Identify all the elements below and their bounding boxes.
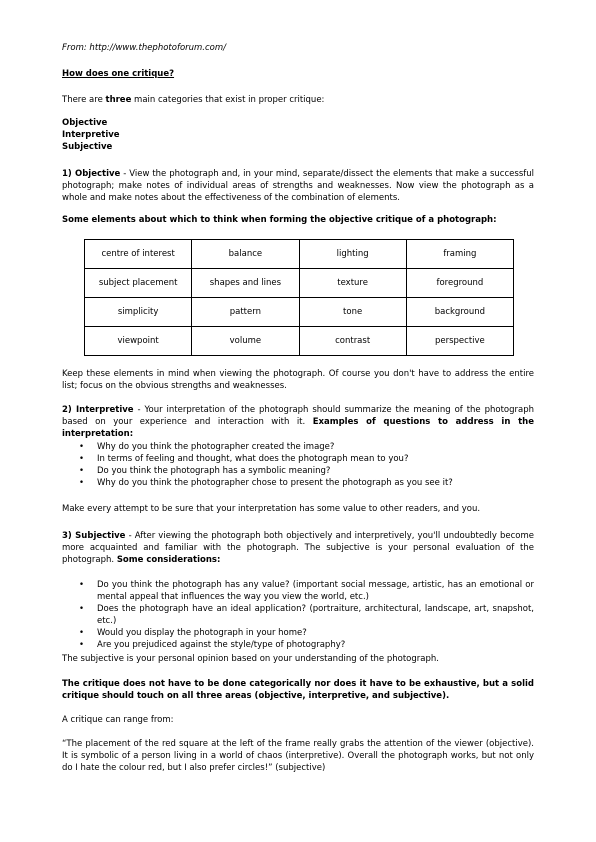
category-objective: Objective [62, 118, 108, 128]
bullet-icon: • [79, 580, 85, 590]
example-quote: “The placement of the red square at the left of the frame really grabs the attention of the viewer (objective). It is symbolic of a person living in a world of chaos (interpretive). Overall the photograph works, but not only do I hate the colour red, but I also prefer circles!” (subjective) [62, 739, 534, 773]
attempt-paragraph: Make every attempt to be sure that your interpretation has some value to other readers, and you. [62, 504, 481, 514]
table-cell: pattern [192, 298, 299, 327]
table-row [85, 240, 514, 269]
table-cell: lighting [299, 240, 406, 269]
list-item: • Do you think the photograph has any value? (important social message, artistic, has an emotional or mental appeal that influences the way you view the world, etc.) [79, 580, 534, 602]
table-cell: tone [299, 298, 406, 327]
table-cell: centre of interest [85, 240, 192, 269]
category-subjective: Subjective [62, 142, 113, 152]
bullet-icon: • [79, 442, 85, 452]
source-line: From: http://www.thephotoforum.com/ [62, 43, 227, 53]
objective-text: - View the photograph and, in your mind, separate/dissect the elements that make a successful photograph; make notes of individual areas of strengths and weaknesses. Now view the photograph as a whole and make notes about the effectiveness of the combination of elements. [62, 169, 534, 203]
objective-paragraph [62, 168, 534, 204]
intro-after: main categories that exist in proper critique: [131, 95, 325, 105]
bullet-icon: • [79, 454, 85, 464]
table-cell: contrast [299, 327, 406, 356]
category-interpretive: Interpretive [62, 130, 120, 140]
table-row [85, 327, 514, 356]
conclusion-paragraph: The critique does not have to be done categorically nor does it have to be exhaustive, but a solid critique should touch on all three areas (objective, interpretive, and subjective). [62, 679, 534, 701]
bullet-icon: • [79, 604, 85, 614]
category-list [62, 117, 534, 153]
table-cell: shapes and lines [192, 269, 299, 298]
table-cell: texture [299, 269, 406, 298]
bullet-icon: • [79, 640, 85, 650]
table-row [85, 298, 514, 327]
interpretive-bold-tail: Examples of questions to address in the interpretation: [62, 417, 534, 439]
bullet-icon: • [79, 478, 85, 488]
elements-table [84, 239, 514, 356]
list-item: • In terms of feeling and thought, what does the photograph mean to you? [79, 454, 409, 464]
table-row [85, 269, 514, 298]
bullet-icon: • [79, 628, 85, 638]
page-heading: How does one critique? [62, 69, 175, 79]
table-cell: foreground [406, 269, 513, 298]
list-item: • Why do you think the photographer chose to present the photograph as you see it? [79, 478, 453, 488]
table-cell: perspective [406, 327, 513, 356]
intro-bold: three [105, 95, 132, 105]
table-cell: subject placement [85, 269, 192, 298]
table-cell: volume [192, 327, 299, 356]
interpretive-paragraph [62, 404, 534, 440]
list-item: • Does the photograph have an ideal application? (portraiture, architectural, landscape, art, snapshot, etc.) [79, 604, 534, 626]
subjective-paragraph [62, 530, 534, 566]
subjective-label: 3) Subjective [62, 531, 126, 541]
opinion-paragraph: The subjective is your personal opinion based on your understanding of the photograph. [62, 654, 439, 664]
elements-heading: Some elements about which to think when forming the objective critique of a photograph: [62, 215, 497, 225]
interpretive-text: - Your interpretation of the photograph should summarize the meaning of the photograph based on your experience and interaction with it. [62, 405, 534, 427]
list-item: • Would you display the photograph in your home? [79, 628, 307, 638]
table-cell: framing [406, 240, 513, 269]
list-item: • Why do you think the photographer created the image? [79, 442, 335, 452]
intro-paragraph [62, 94, 534, 106]
range-intro: A critique can range from: [62, 715, 174, 725]
table-cell: viewpoint [85, 327, 192, 356]
subjective-consideration-list [62, 579, 534, 651]
interpretive-question-list [62, 441, 534, 489]
list-item: • Do you think the photograph has a symbolic meaning? [79, 466, 331, 476]
objective-label: 1) Objective [62, 169, 121, 179]
keep-in-mind-paragraph: Keep these elements in mind when viewing the photograph. Of course you don't have to address the entire list; focus on the obvious strengths and weaknesses. [62, 369, 534, 391]
table-cell: balance [192, 240, 299, 269]
bullet-icon: • [79, 466, 85, 476]
subjective-bold-tail: Some considerations: [116, 555, 221, 565]
interpretive-label: 2) Interpretive [62, 405, 134, 415]
intro-before: There are [62, 95, 106, 105]
table-cell: background [406, 298, 513, 327]
table-cell: simplicity [85, 298, 192, 327]
list-item: • Are you prejudiced against the style/type of photography? [79, 640, 346, 650]
subjective-text: - After viewing the photograph both objectively and interpretively, you'll undoubtedly become more acquainted and familiar with the photograph. The subjective is your personal evaluation of the photograph. [62, 531, 534, 565]
